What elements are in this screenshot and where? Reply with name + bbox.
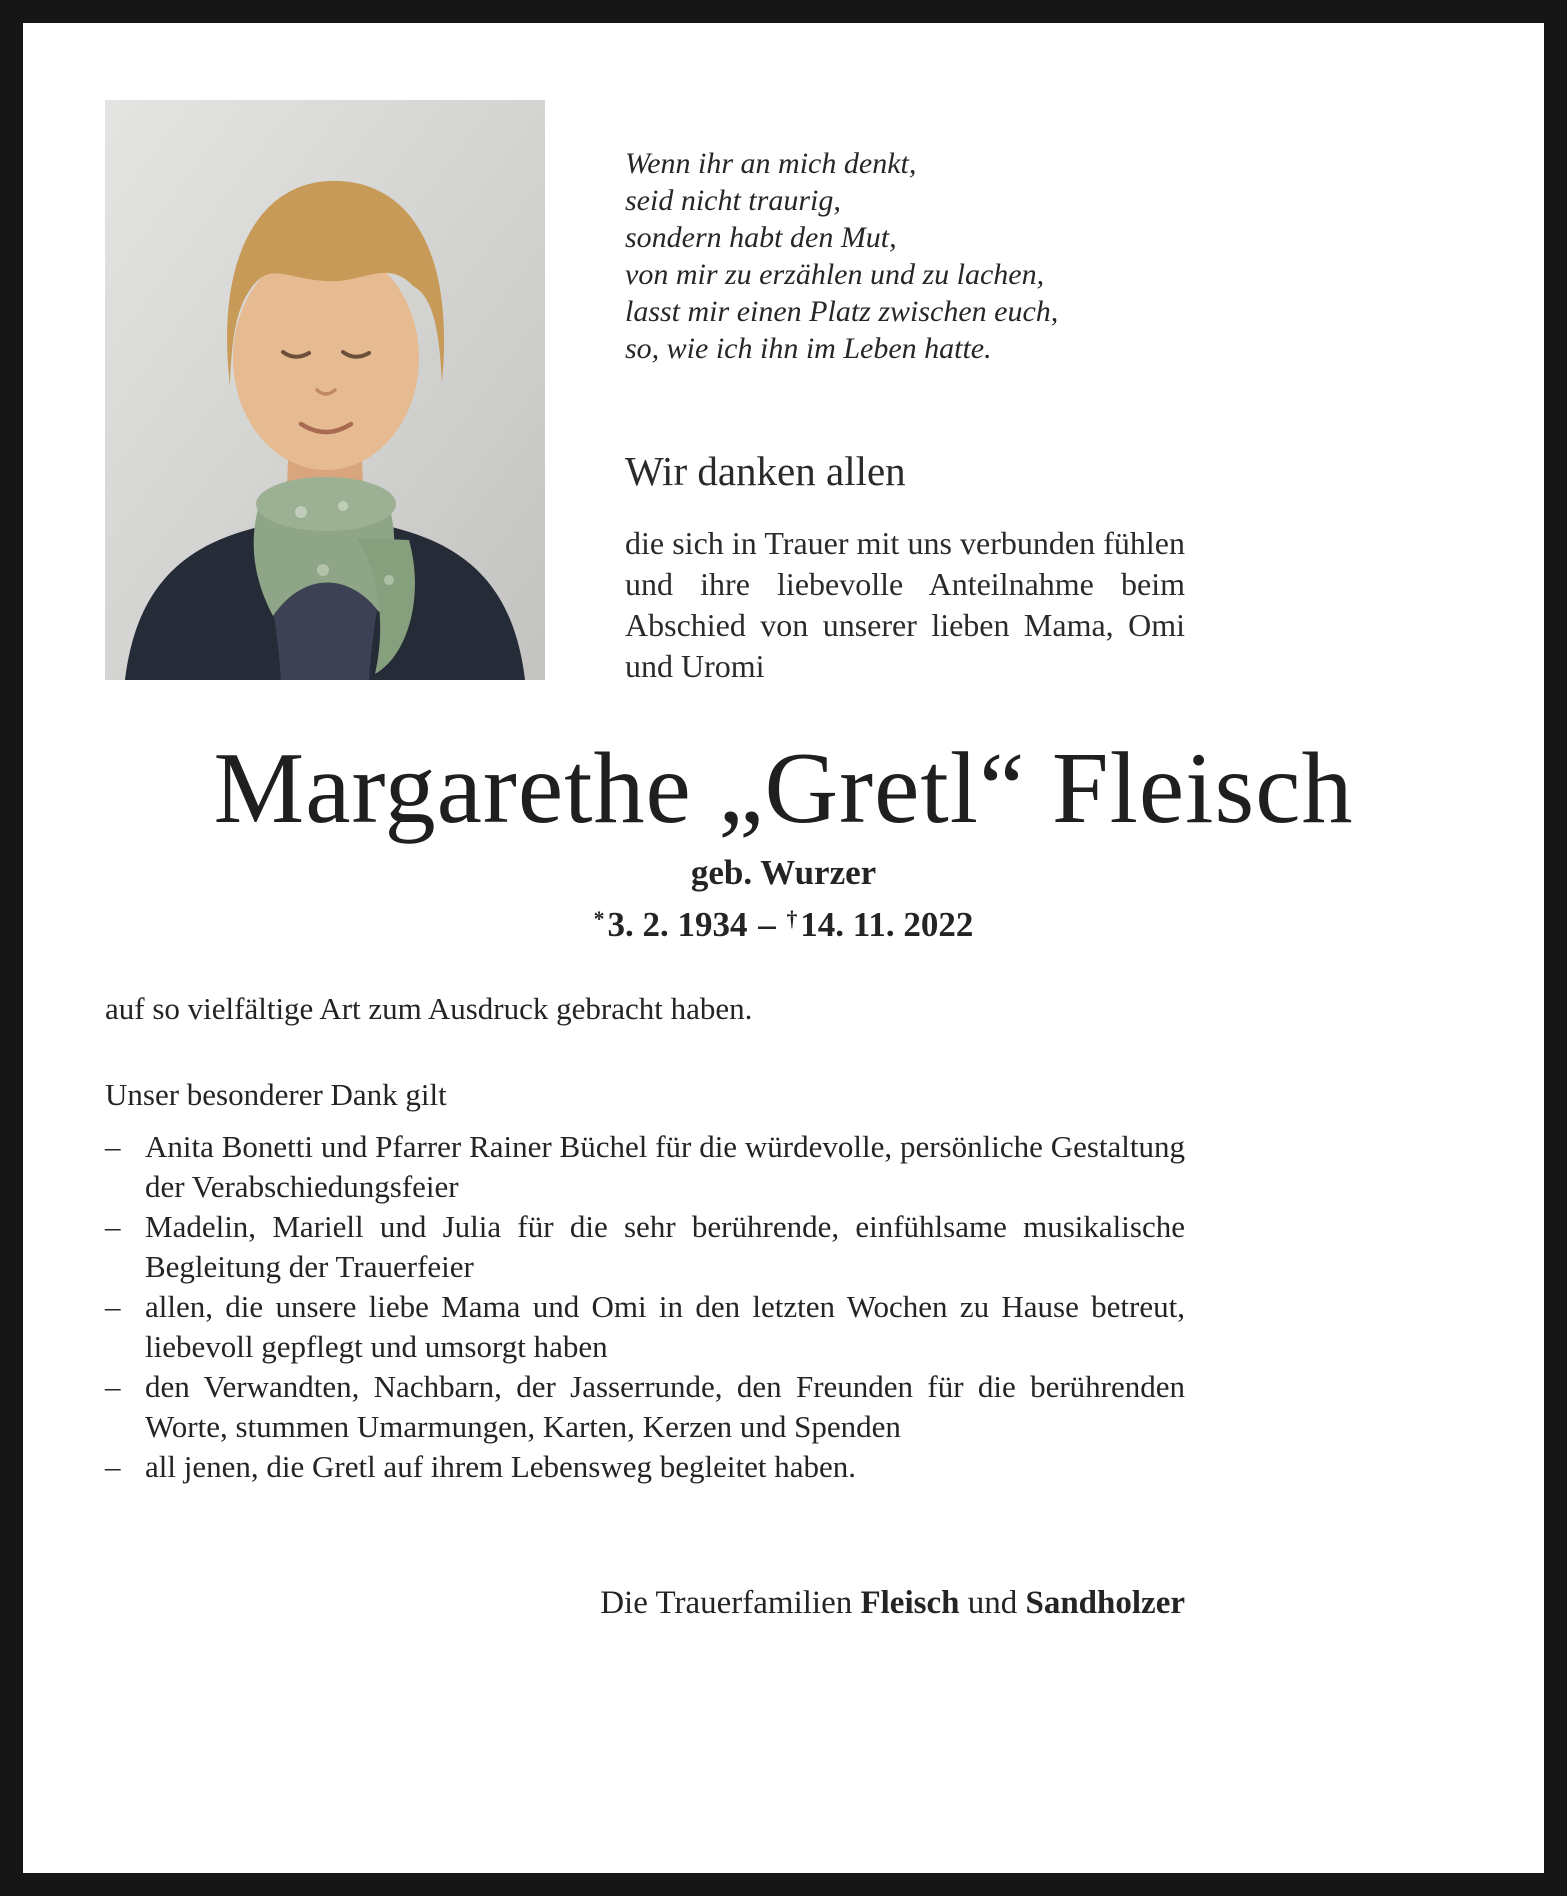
closing-prefix: Die Trauerfamilien <box>600 1585 853 1622</box>
family-name-sandholzer: Sandholzer <box>1025 1585 1185 1622</box>
list-item-text: allen, die unsere liebe Mama und Omi in den letzten Wochen zu Hause betreut, liebevoll gepflegt und umsorgt haben <box>145 1289 1185 1365</box>
special-thanks-list <box>105 1127 1185 1487</box>
poem-line: lasst mir einen Platz zwischen euch, <box>625 295 1059 328</box>
list-item <box>105 1367 1185 1447</box>
poem-line: von mir zu erzählen und zu lachen, <box>625 258 1045 291</box>
life-dates <box>105 897 1462 947</box>
list-item-text: Madelin, Mariell und Julia für die sehr berührende, einfühlsame musikalische Begleitung der Trauerfeier <box>145 1209 1185 1285</box>
deceased-name: Margarethe „Gretl“ Fleisch <box>213 732 1354 845</box>
poem-line: seid nicht traurig, <box>625 184 841 217</box>
list-item <box>105 1447 1185 1487</box>
side-column <box>625 100 1185 687</box>
dates-separator: – <box>758 905 776 945</box>
list-item <box>105 1207 1185 1287</box>
list-item-text: all jenen, die Gretl auf ihrem Lebensweg begleitet haben. <box>145 1449 856 1485</box>
maiden-name: geb. Wurzer <box>690 853 877 893</box>
death-date: 14. 11. 2022 <box>800 905 974 945</box>
memorial-poem <box>625 145 1185 367</box>
dash-marker: – <box>105 1449 121 1485</box>
death-symbol: † <box>786 907 798 932</box>
list-item <box>105 1127 1185 1207</box>
special-thanks-heading: Unser besonderer Dank gilt <box>105 1077 447 1113</box>
obituary-content <box>23 23 1544 1624</box>
list-item-text: Anita Bonetti und Pfarrer Rainer Büchel für die würdevolle, persönliche Gestaltung der Verabschiedungsfeier <box>145 1129 1185 1205</box>
closing-connector: und <box>967 1585 1018 1622</box>
birth-symbol: * <box>593 907 605 932</box>
dash-marker: – <box>105 1289 121 1325</box>
portrait-illustration <box>105 100 545 680</box>
list-item-text: den Verwandten, Nachbarn, der Jasserrunde, den Freunden für die berührenden Worte, stummen Umarmungen, Karten, Kerzen und Spenden <box>145 1369 1185 1445</box>
family-name-fleisch: Fleisch <box>860 1585 960 1622</box>
poem-line: Wenn ihr an mich denkt, <box>625 147 917 180</box>
poem-line: so, wie ich ihn im Leben hatte. <box>625 332 992 365</box>
thanks-paragraph: die sich in Trauer mit uns verbunden fühlen und ihre liebevolle Anteilnahme beim Abschied von unserer lieben Mama, Omi und Uromi <box>625 525 1185 684</box>
poem-line: sondern habt den Mut, <box>625 221 897 254</box>
name-block <box>105 732 1462 947</box>
list-item <box>105 1287 1185 1367</box>
top-section <box>105 100 1462 687</box>
portrait-photo <box>105 100 545 680</box>
thanks-heading: Wir danken allen <box>625 448 906 494</box>
continuation-text: auf so vielfältige Art zum Ausdruck gebracht haben. <box>105 991 753 1027</box>
body-column <box>105 989 1185 1624</box>
dash-marker: – <box>105 1209 121 1245</box>
dash-marker: – <box>105 1369 121 1405</box>
dash-marker: – <box>105 1129 121 1165</box>
birth-date: 3. 2. 1934 <box>607 905 748 945</box>
closing-line <box>105 1582 1185 1624</box>
